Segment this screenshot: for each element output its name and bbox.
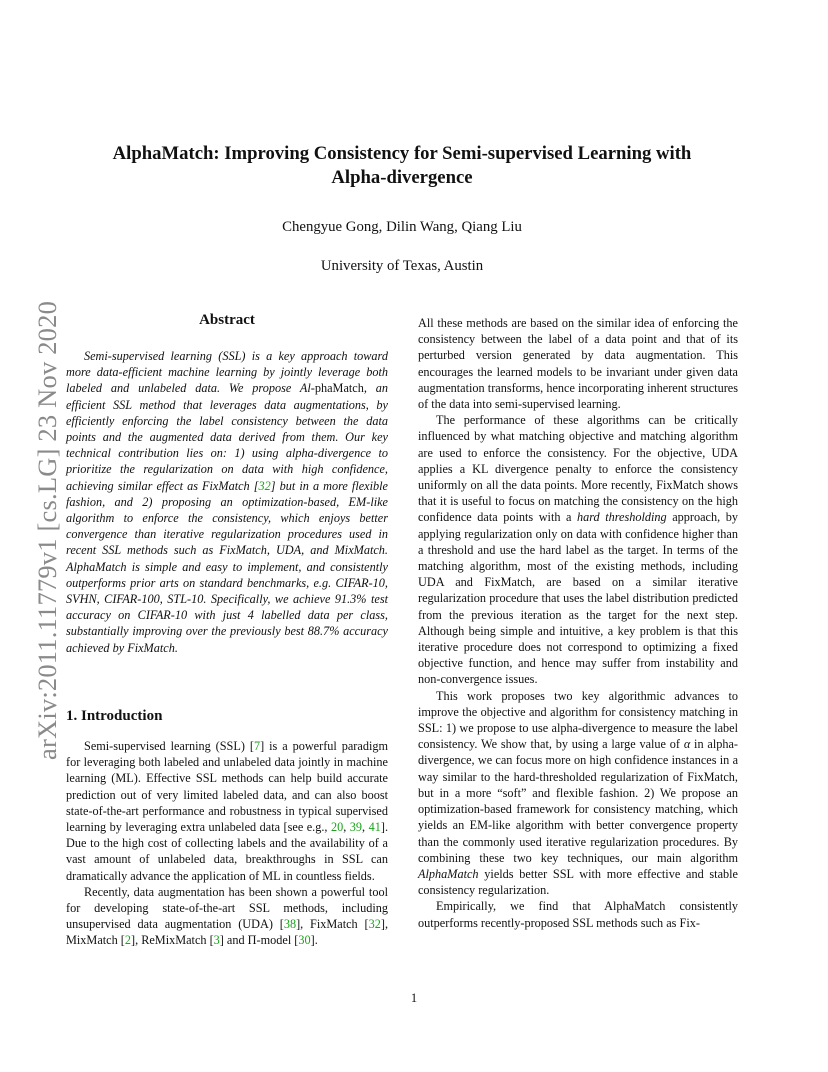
citation-link[interactable]: 39 — [349, 820, 363, 835]
authors: Chengyue Gong, Dilin Wang, Qiang Liu — [282, 219, 522, 235]
math-symbol-alpha: α — [683, 737, 691, 752]
citation-link[interactable]: 38 — [283, 917, 297, 932]
intro-paragraph-2 — [66, 884, 388, 949]
body-text: yields better SSL with more effective and stable consistency regularization. — [418, 866, 738, 898]
intro-text: Recently, data augmentation has been shown a powerful tool for developing state-of-the-art SSL methods, including unsupervised data augmentation (UDA) [ — [66, 884, 388, 932]
abstract-heading: Abstract — [199, 312, 255, 328]
affiliation: University of Texas, Austin — [320, 258, 484, 274]
intro-text: Semi-supervised learning (SSL) [ — [84, 739, 254, 753]
intro-text: , — [343, 820, 350, 835]
arxiv-stamp: arXiv:2011.11779v1 [cs.LG] 23 Nov 2020 — [32, 300, 62, 760]
intro-text: ] and Π-model [ — [219, 933, 299, 948]
abstract-text-4: ] but in a more flexible fashion, and 2) proposing an optimization-based, EM-like algorithm to enforce the consistency, which enjoys better convergence than iterative regularization procedures used in recent SSL methods such as FixMatch, UDA, and MixMatch. AlphaMatch is simple and easy to implement, and consistently outperforms prior arts on standard benchmarks, e.g. CIFAR-10, SVHN, CIFAR-100, STL-10. Specifically, we achieve 91.3% test accuracy on CIFAR-10 with just 4 labelled data per class, substantially improving over the previously best 88.7% accuracy achieved by FixMatch. — [66, 478, 388, 655]
intro-text: ]. — [310, 933, 318, 948]
abstract-text-2: phaMatch — [314, 381, 364, 396]
abstract-text-1: Semi-supervised learning (SSL) is a key approach toward more data-efficient machine learning by jointly leverage both labeled and unlabeled data. We propose Al- — [66, 349, 388, 396]
citation-link[interactable]: 2 — [124, 933, 131, 948]
citation-link[interactable]: 3 — [213, 933, 220, 948]
emphasis-text: hard thresholding — [576, 510, 667, 525]
abstract-body — [66, 348, 388, 656]
intro-text: ], FixMatch [ — [296, 917, 369, 932]
right-paragraph-1: All these methods are based on the similar idea of enforcing the consistency between the label of a data point and that of its perturbed version generated by data augmentation. This encourages the learned models to be invariant under given data augmentation transforms, hence incorporating inherent structures of the data into semi-supervised learning. — [418, 316, 738, 412]
citation-link[interactable]: 41 — [368, 820, 381, 835]
citation-link[interactable]: 20 — [330, 820, 344, 835]
body-text: This work proposes two key algorithmic advances to improve the objective and algorithm for consistency matching in SSL: 1) we propose to use alpha-divergence to measure the label consistency. We show that, by using a large value of — [418, 688, 738, 752]
section-heading-introduction: 1. Introduction — [66, 708, 163, 724]
intro-paragraph-1 — [66, 738, 388, 884]
paper-title — [80, 142, 724, 190]
intro-text: ], MixMatch [ — [66, 917, 389, 948]
title-line-2: Alpha-divergence — [331, 167, 473, 188]
abstract-text-3: , an efficient SSL method that leverages data augmentations, by efficiently enforcing the label consistency between the data points and the augmented data derived from them. Our key technical contribution lies on: 1) using alpha-divergence to prioritize the regularization on data with high confidence, achieving similar effect as FixMatch [ — [66, 381, 389, 493]
emphasis-text: AlphaMatch — [418, 866, 479, 881]
intro-text: , — [362, 820, 369, 835]
citation-link[interactable]: 30 — [298, 933, 311, 948]
abstract-paragraph — [66, 348, 388, 656]
citation-link[interactable]: 32 — [368, 917, 381, 932]
body-text: The performance of these algorithms can be critically influenced by what matching objective and matching algorithm are used to enforce the consistency. For the objective, UDA applies a KL divergence penalty to enforce the consistency uniformly on all the data points. More recently, FixMatch shows that it is useful to focus on matching the consistency on the high confidence data points with a — [418, 413, 738, 525]
right-column — [418, 315, 738, 931]
page-number: 1 — [410, 991, 418, 1005]
citation-link[interactable]: 7 — [253, 739, 261, 753]
right-paragraph-2 — [418, 412, 738, 687]
citation-link[interactable]: 32 — [258, 478, 271, 493]
introduction-body — [66, 738, 388, 949]
body-text: approach, by applying regularization only on data with confidence higher than a threshold and use the hard label as the target. In terms of the matching algorithm, most of the existing methods, including UDA and FixMatch, are based on a similar iterative regularization procedure that uses the label distribution predicted from the previous iteration as the target for the next step. Although being simple and intuitive, a key problem is that this iterative procedure does not correspond to optimizing a fixed objective function, and hence may suffer from instability and non-convergence issues. — [418, 510, 738, 687]
intro-text: ], ReMixMatch [ — [130, 933, 214, 948]
intro-text: ]. Due to the high cost of collecting labels and the availability of a vast amount of unlabeled data, breakthroughs in SSL can dramatically advance the application of ML in countless fields. — [66, 820, 389, 883]
body-text: in alpha-divergence, we can focus more on high confidence instances in a way similar to the hard-thresholded regularization of FixMatch, but in a more “soft” and flexible fashion. 2) We propose an optimization-based framework for consistency matching, which yields an EM-like algorithm with better convergence property than the commonly used iterative regularization procedures. By combining these two key techniques, our main algorithm — [418, 737, 738, 865]
right-paragraph-4: Empirically, we find that AlphaMatch consistently outperforms recently-proposed SSL methods such as Fix- — [418, 899, 738, 930]
intro-text: ] is a powerful paradigm for leveraging both labeled and unlabeled data jointly in machine learning (ML). Effective SSL methods can help build accurate prediction out of very limited labeled data, and can also boost state-of-the-art performance and robustness in typical supervised learning by leveraging extra unlabeled data [see e.g., — [66, 739, 388, 835]
title-line-1: AlphaMatch: Improving Consistency for Semi-supervised Learning with — [112, 143, 692, 164]
right-paragraph-3 — [418, 688, 738, 899]
